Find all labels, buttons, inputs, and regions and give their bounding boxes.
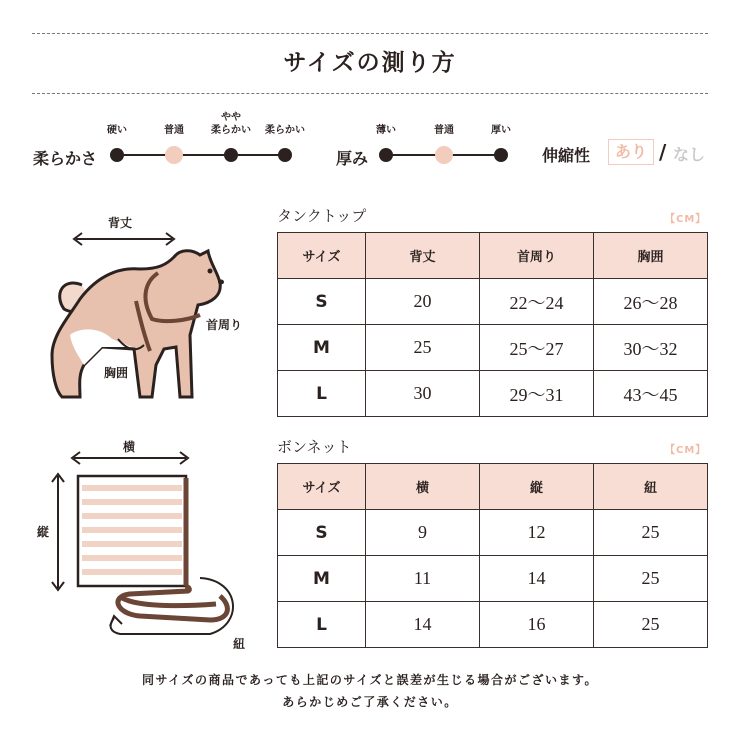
- bonnet-width-label: 横: [123, 440, 136, 454]
- value-cell: 43～45: [594, 371, 708, 417]
- thickness-scale-label: 薄い: [376, 125, 396, 136]
- value-cell: 30～32: [594, 325, 708, 371]
- table-row: [278, 325, 708, 371]
- thickness-label: 厚み: [336, 149, 369, 168]
- table-row: [278, 556, 708, 602]
- stretch-no: なし: [673, 145, 706, 164]
- tanktop-unit: 【CM】: [665, 214, 707, 225]
- value-cell: 25: [594, 602, 708, 648]
- table-row: [278, 371, 708, 417]
- value-cell: 25: [366, 325, 480, 371]
- bonnet-header-width: 横: [366, 464, 480, 510]
- value-cell: 14: [480, 556, 594, 602]
- softness-scale-line: [117, 154, 285, 156]
- thickness-scale-dot: [379, 148, 393, 162]
- bonnet-unit: 【CM】: [665, 445, 707, 456]
- stretch-slash: /: [659, 140, 667, 164]
- size-cell: S: [278, 510, 366, 556]
- size-cell: L: [278, 371, 366, 417]
- stretch-yes-badge: あり: [608, 139, 654, 165]
- softness-scale-dot: [110, 148, 124, 162]
- softness-label: 柔らかさ: [33, 149, 98, 168]
- softness-scale-label: 硬い: [107, 125, 127, 136]
- size-cell: M: [278, 325, 366, 371]
- value-cell: 9: [366, 510, 480, 556]
- softness-scale-dot: [278, 148, 292, 162]
- value-cell: 26～28: [594, 279, 708, 325]
- value-cell: 11: [366, 556, 480, 602]
- bonnet-illustration: [40, 448, 250, 638]
- thickness-scale-dot: [435, 146, 453, 164]
- bonnet-header-string: 紐: [594, 464, 708, 510]
- tanktop-size-table: [277, 232, 708, 417]
- softness-scale-dot: [165, 146, 183, 164]
- value-cell: 29～31: [480, 371, 594, 417]
- size-cell: M: [278, 556, 366, 602]
- tanktop-header-chest: 胸囲: [594, 233, 708, 279]
- bonnet-size-table: [277, 463, 708, 648]
- value-cell: 25: [594, 510, 708, 556]
- softness-scale-label: 普通: [164, 125, 184, 136]
- value-cell: 25～27: [480, 325, 594, 371]
- softness-scale-label: 柔らかい: [265, 125, 305, 136]
- size-cell: S: [278, 279, 366, 325]
- value-cell: 22～24: [480, 279, 594, 325]
- table-row: [278, 510, 708, 556]
- thickness-scale-dot: [494, 148, 508, 162]
- value-cell: 20: [366, 279, 480, 325]
- bonnet-title: ボンネット: [277, 438, 352, 456]
- size-cell: L: [278, 602, 366, 648]
- title-divider: [32, 93, 708, 94]
- thickness-scale-label: 普通: [434, 125, 454, 136]
- table-row: [278, 602, 708, 648]
- tanktop-header-back: 背丈: [366, 233, 480, 279]
- stretch-label: 伸縮性: [542, 146, 591, 165]
- softness-scale-label: やや 柔らかい: [211, 112, 251, 136]
- page-title: サイズの測り方: [283, 50, 457, 76]
- footnote-line-2: あらかじめご了承ください。: [282, 695, 458, 709]
- bonnet-header-size: サイズ: [278, 464, 366, 510]
- footnote-line-1: 同サイズの商品であっても上記のサイズと誤差が生じる場合がございます。: [141, 673, 598, 687]
- top-divider: [32, 33, 708, 34]
- bonnet-height-label: 縦: [37, 525, 50, 539]
- value-cell: 12: [480, 510, 594, 556]
- dog-back-label: 背丈: [108, 216, 133, 230]
- dog-neck-label: 首周り: [206, 318, 243, 332]
- tanktop-header-neck: 首周り: [480, 233, 594, 279]
- thickness-scale-label: 厚い: [491, 125, 511, 136]
- value-cell: 30: [366, 371, 480, 417]
- bonnet-string-label: 紐: [233, 637, 246, 651]
- value-cell: 25: [594, 556, 708, 602]
- dog-chest-label: 胸囲: [104, 366, 129, 380]
- tanktop-title: タンクトップ: [277, 207, 367, 225]
- value-cell: 16: [480, 602, 594, 648]
- softness-scale-dot: [224, 148, 238, 162]
- dog-illustration: [40, 215, 243, 410]
- table-row: [278, 279, 708, 325]
- value-cell: 14: [366, 602, 480, 648]
- bonnet-header-height: 縦: [480, 464, 594, 510]
- tanktop-header-size: サイズ: [278, 233, 366, 279]
